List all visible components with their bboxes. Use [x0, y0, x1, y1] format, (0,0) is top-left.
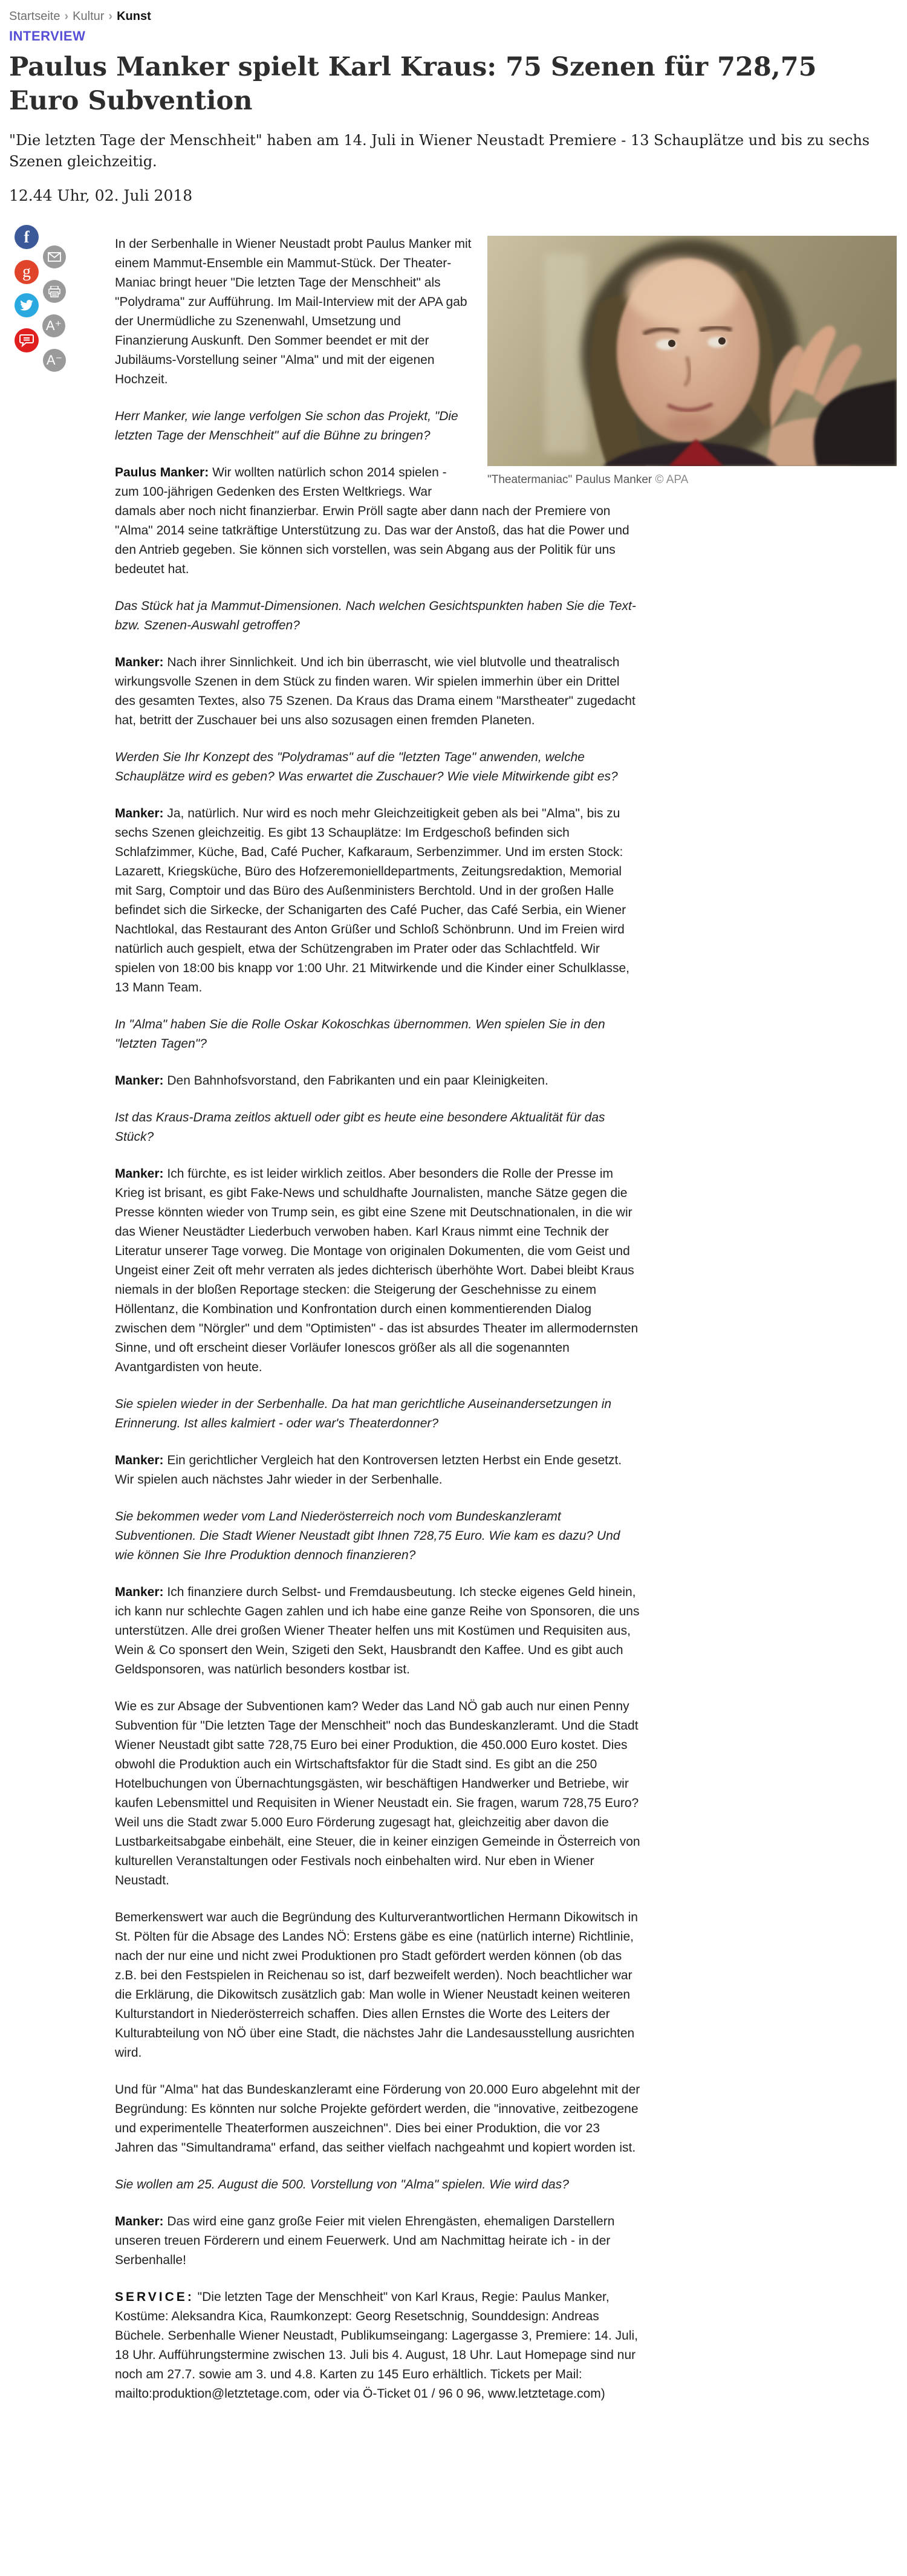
- intro-paragraph: In der Serbenhalle in Wiener Neustadt probt Paulus Manker mit einem Mammut-Ensemble ein Mammut-Stück. Der Theater-Maniac bringt heuer "Die letzten Tage der Menschheit" als "Polydrama" zur Aufführung. Im Mail-Interview mit der APA gab der Unermüdliche zu Szenenwahl, Umsetzung und Finanzierung Auskunft. Den Sommer beendet er mit der Jubiläums-Vorstellung seiner "Alma" und mit der eigenen Hochzeit.: [115, 237, 472, 386]
- speaker-prefix: Manker:: [115, 655, 164, 669]
- font-size-increase-button[interactable]: [42, 314, 65, 337]
- service-prefix: SERVICE:: [115, 2290, 194, 2304]
- interview-answer: [115, 1451, 641, 1490]
- photo-credit: © APA: [655, 473, 689, 486]
- answer-continuation: Wie es zur Absage der Subventionen kam? Weder das Land NÖ gab auch nur einen Penny Subvention für "Die letzten Tage der Menschheit" noch das Bundeskanzleramt. Und die Stadt Wiener Neustadt gibt satte 728,75 Euro bei einer Produktion, die 450.000 Euro kostet. Dies obwohl die Produktion auch ein Wirtschaftsfaktor für die Stadt sind. Es gibt an die 250 Hotelbuchungen von Übernachtungsgästen, wir beschäftigen Handwerker und Betriebe, wir kaufen Lebensmittel und Requisiten in Wiener Neustadt ein. Sie fragen, warum 728,75 Euro? Weil uns die Stadt zwar 5.000 Euro Förderung zugesagt hat, gleichzeitig aber davon die Lustbarkeitsabgabe einbehält, eine Steuer, die in keiner einzigen Gemeinde in Österreich von kulturellen Veranstaltungen oder Festivals noch einbehalten wird. Nur eben in Wiener Neustadt.: [115, 1699, 640, 1887]
- interview-question: Herr Manker, wie lange verfolgen Sie schon das Projekt, "Die letzten Tage der Menschheit" auf die Bühne zu bringen?: [115, 409, 458, 443]
- interview-question: Werden Sie Ihr Konzept des "Polydramas" auf die "letzten Tage" anwenden, welche Schauplätze wird es geben? Was erwartet die Zuschauer? Wie viele Mitwirkende gibt es?: [115, 750, 618, 784]
- article-header: [0, 0, 907, 204]
- speaker-prefix: Manker:: [115, 1167, 164, 1181]
- breadcrumb-separator: ›: [64, 10, 69, 23]
- interview-answer: [115, 2212, 641, 2270]
- answer-text: Ein gerichtlicher Vergleich hat den Kontroversen letzten Herbst ein Ende gesetzt. Wir spielen auch nächstes Jahr wieder in der Serbenhalle.: [115, 1453, 622, 1487]
- speaker-prefix: Paulus Manker:: [115, 466, 209, 479]
- answer-text: Ja, natürlich. Nur wird es noch mehr Gleichzeitigkeit geben als bei "Alma", bis zu sechs Szenen gleichzeitig. Es gibt 13 Schauplätze: Im Erdgeschoß befinden sich Schlafzimmer, Küche, Bad, Café Pucher, Kafkaraum, Serbenzimmer. Und im ersten Stock: Lazarett, Kriegsküche, Büro des Hofzeremonielldepartments, Zeitungsredaktion, Memorial mit Sarg, Comptoir und das Büro des Außenministers Berchtold. Und in der großen Halle befindet sich die Sirkecke, der Schanigarten des Café Pucher, das Café Serbia, ein Wiener Nachtlokal, das Restaurant des Anton Grüßer und Schloß Schönbrunn. Und im Freien wird natürlich auch gespielt, etwa der Schützengraben im Prater oder das Schlachtfeld. Wir spielen von 18:00 bis knapp vor 1:00 Uhr. 21 Mitwirkende und die Kinder einer Schulklasse, 13 Mann Team.: [115, 806, 630, 994]
- interview-answer: [115, 804, 641, 998]
- portrait-photo-illustration: [487, 236, 897, 466]
- interview-question: Das Stück hat ja Mammut-Dimensionen. Nach welchen Gesichtspunkten haben Sie die Text- bzw. Szenen-Auswahl getroffen?: [115, 599, 636, 632]
- facebook-icon: f: [24, 227, 30, 246]
- font-larger-icon: A⁺: [45, 318, 62, 333]
- twitter-icon: [20, 300, 33, 311]
- publish-date: 12.44 Uhr, 02. Juli 2018: [9, 187, 193, 204]
- speaker-prefix: Manker:: [115, 1074, 164, 1088]
- answer-text: Nach ihrer Sinnlichkeit. Und ich bin überrascht, wie viel blutvolle und theatralisch wirkungsvolle Szenen in dem Stück zu finden waren. Wir spielen immerhin über ein Drittel des gesamten Textes, also 75 Szenen. Da Kraus das Drama einem "Marstheater" zugedacht hat, betritt der Zuschauer bei uns also sozusagen einen fremden Planeten.: [115, 655, 636, 727]
- interview-answer: [115, 1164, 641, 1377]
- interview-question: Sie spielen wieder in der Serbenhalle. Da hat man gerichtliche Auseinandersetzungen in Erinnerung. Ist alles kalmiert - oder war's Theaterdonner?: [115, 1397, 612, 1430]
- answer-continuation: Bemerkenswert war auch die Begründung des Kulturverantwortlichen Hermann Dikowitsch in St. Pölten für die Absage des Landes NÖ: Erstens gäbe es eine (natürlich interne) Richtlinie, nach der nur eine und nicht zwei Produktionen pro Stadt gefördert werden können (ob das z.B. bei den Festspielen in Reichenau so ist, darf bezweifelt werden). Noch beachtlicher war die Erklärung, die Dikowitsch zusätzlich gab: Man wolle in Wiener Neustadt keinen weiteren Kulturstandort in Niederösterreich schaffen. Dies allen Ernstes die Worte des Leiters der Kulturabteilung von NÖ über eine Stadt, die nächstes Jahr die Landesausstellung ausrichten wird.: [115, 1910, 638, 2060]
- share-facebook-button[interactable]: [15, 225, 39, 249]
- interview-question: Sie wollen am 25. August die 500. Vorstellung von "Alma" spielen. Wie wird das?: [115, 2178, 569, 2192]
- breadcrumb-separator: ›: [108, 10, 113, 23]
- share-email-button[interactable]: [43, 245, 66, 268]
- printer-icon: [48, 286, 60, 297]
- print-button[interactable]: [43, 280, 66, 303]
- speaker-prefix: Manker:: [115, 1585, 164, 1599]
- interview-answer: [115, 1071, 641, 1091]
- article-photo: [487, 236, 897, 466]
- page-title: Paulus Manker spielt Karl Kraus: 75 Szenen für 728,75 Euro Subvention: [9, 52, 817, 116]
- service-paragraph: [115, 2288, 641, 2404]
- answer-text: Den Bahnhofsvorstand, den Fabrikanten und ein paar Kleinigkeiten.: [167, 1074, 548, 1088]
- interview-answer: [115, 1583, 641, 1679]
- speech-bubble-icon: [19, 334, 34, 347]
- interview-answer: [115, 653, 641, 730]
- interview-question: Sie bekommen weder vom Land Niederösterreich noch vom Bundeskanzleramt Subventionen. Die Stadt Wiener Neustadt gibt Ihnen 728,75 Euro. Wie kam es dazu? Und wie können Sie Ihre Produktion dennoch finanzieren?: [115, 1510, 620, 1562]
- breadcrumb-kultur[interactable]: Kultur: [73, 10, 105, 23]
- google-plus-icon[interactable]: [15, 260, 39, 284]
- interview-question: Ist das Kraus-Drama zeitlos aktuell oder gibt es heute eine besondere Aktualität für das Stück?: [115, 1111, 605, 1144]
- breadcrumb-kunst[interactable]: Kunst: [117, 10, 151, 23]
- answer-text: Ich fürchte, es ist leider wirklich zeitlos. Aber besonders die Rolle der Presse im Krieg ist brisant, es gibt Fake-News und schuldhafte Journalisten, manche Sätze gegen die Presse könnten wieder von Trump sein, es gibt eine Szene mit Deutschnationalen, in die wir das Wiener Neustädter Liederbuch verwoben haben. Karl Kraus nimmt eine Technik der Literatur unserer Tage vorweg. Die Montage von originalen Dokumenten, die vom Geist und Ungeist einer Zeit oft mehr verraten als jedes dichterisch überhöhte Wort. Dabei bleibt Kraus niemals in der bloßen Reportage stecken: die Steigerung der Geschehnisse zu einem Höllentanz, die Kombination und Konfrontation durch einen kommentierenden Dialog zwischen dem "Nörgler" und dem "Optimisten" - das ist absurdes Theater im allermodernsten Sinne, und oft erscheint dieser Vorläufer Ionescos größer als all die sogenannten Avantgardisten von heute.: [115, 1167, 639, 1374]
- photo-caption-text: "Theatermaniac" Paulus Manker: [487, 473, 652, 486]
- email-icon: [48, 252, 61, 262]
- font-smaller-icon: A⁻: [46, 352, 63, 368]
- google-plus-glyph: g: [22, 262, 31, 281]
- share-twitter-button[interactable]: [15, 293, 39, 317]
- comments-button[interactable]: [15, 328, 39, 352]
- article-body: [22, 227, 689, 2439]
- share-icon-rail: [7, 225, 80, 382]
- photo-caption: [487, 473, 897, 487]
- speaker-prefix: Manker:: [115, 1453, 164, 1467]
- breadcrumb: [9, 10, 895, 24]
- answer-text: Wir wollten natürlich schon 2014 spielen - zum 100-jährigen Gedenken des Ersten Weltkriegs. War damals aber noch nicht finanzierbar. Erwin Pröll sagte aber dann nach der Premiere von "Alma" 2014 seine tatkräftige Unterstützung zu. Das war der Anstoß, das hat die Power und den Antrieb gegeben. Sie können sich vorstellen, was sein Abgang aus der Politik für uns bedeutet hat.: [115, 466, 629, 576]
- service-text: "Die letzten Tage der Menschheit" von Karl Kraus, Regie: Paulus Manker, Kostüme: Aleksandra Kica, Raumkonzept: Georg Resetschnig, Sounddesign: Andreas Büchele. Serbenhalle Wiener Neustadt, Publikumseingang: Lagergasse 3, Premiere: 14. Juli, 18 Uhr. Aufführungstermine zwischen 13. Juli bis 4. August, 18 Uhr. Laut Homepage sind nur noch am 27.7. sowie am 3. und 4.8. Karten zu 145 Euro erhältlich. Tickets per Mail: mailto:produktion@letztetage.com, oder via Ö-Ticket 01 / 96 0 96, www.letztetage.com): [115, 2290, 638, 2401]
- kicker-label: INTERVIEW: [9, 28, 86, 44]
- font-size-decrease-button[interactable]: [43, 349, 66, 372]
- article-figure: [487, 236, 897, 487]
- article-subtitle: "Die letzten Tage der Menschheit" haben am 14. Juli in Wiener Neustadt Premiere - 13 Schauplätze und bis zu sechs Szenen gleichzeitig.: [9, 132, 870, 170]
- answer-text: Das wird eine ganz große Feier mit vielen Ehrengästen, ehemaligen Darstellern unseren treuen Förderern und einem Feuerwerk. Und am Nachmittag heirate ich - in der Serbenhalle!: [115, 2214, 615, 2267]
- speaker-prefix: Manker:: [115, 806, 164, 820]
- interview-question: In "Alma" haben Sie die Rolle Oskar Kokoschkas übernommen. Wen spielen Sie in den "letzten Tagen"?: [115, 1017, 605, 1051]
- answer-text: Ich finanziere durch Selbst- und Fremdausbeutung. Ich stecke eigenes Geld hinein, ich kann nur schlechte Gagen zahlen und ich habe eine ganze Reihe von Sponsoren, die uns unterstützen. Alle drei großen Wiener Theater helfen uns mit Kostümen und Requisiten aus, Wein & Co sponsert den Wein, Szigeti den Sekt, Hausbrandt den Kaffee. Und es gibt auch Geldsponsoren, was natürlich besonders kostbar ist.: [115, 1585, 640, 1676]
- speaker-prefix: Manker:: [115, 2214, 164, 2228]
- breadcrumb-startseite[interactable]: Startseite: [9, 10, 60, 23]
- answer-continuation: Und für "Alma" hat das Bundeskanzleramt eine Förderung von 20.000 Euro abgelehnt mit der Begründung: Es könnten nur solche Projekte gefördert werden, die "innovative, zeitbezogene und experimentelle Theaterformen auszeichnen". Dies bei einer Produktion, die vor 23 Jahren das "Simultandrama" erfand, das seither vielfach nachgeahmt und kopiert worden ist.: [115, 2083, 640, 2155]
